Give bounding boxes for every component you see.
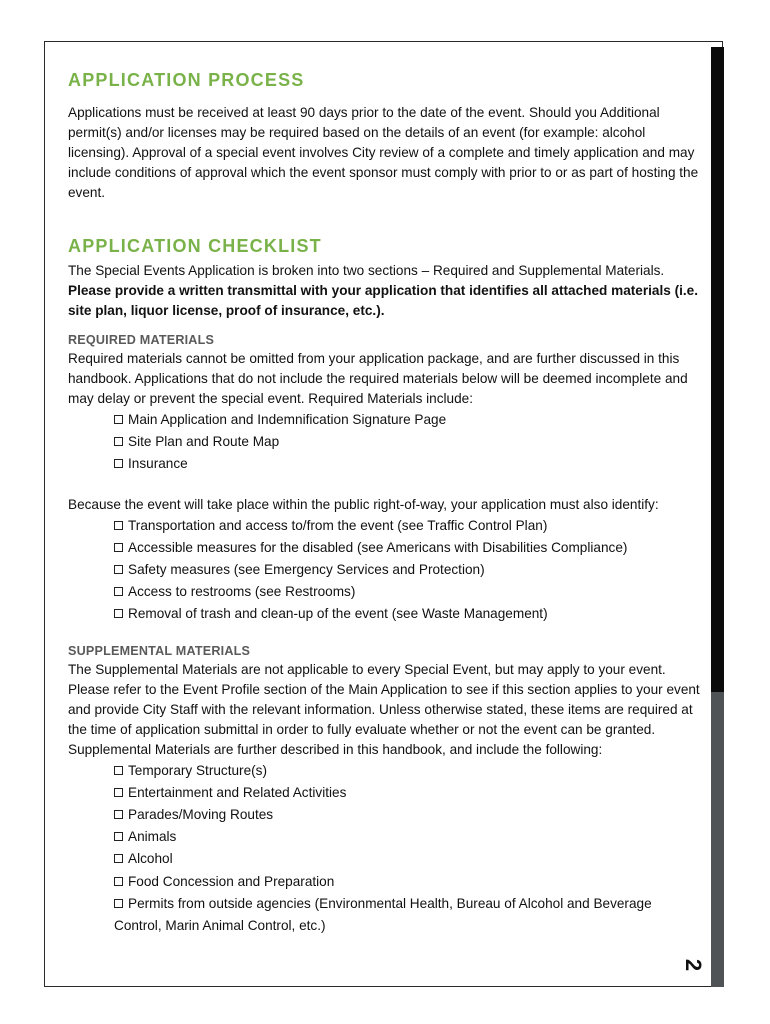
checkbox-icon[interactable]	[114, 543, 123, 552]
checklist-bold-note: Please provide a written transmittal with your application that identifies all attached materials (i.e. site plan, liquor license, proof of insurance, etc.).	[68, 283, 699, 318]
checkbox-icon[interactable]	[114, 832, 123, 841]
list-item: Removal of trash and clean-up of the event (see Waste Management)	[114, 603, 708, 625]
list-item-continuation: Control, Marin Animal Control, etc.)	[114, 918, 326, 934]
supplemental-materials-body: The Supplemental Materials are not applicable to every Special Event, but may apply to your event. Please refer to the Event Profile section of the Main Application to see if this section applies to your event and provide City Staff with the relevant information. Unless otherwise stated, these items are required at the time of application submittal in order to fully evaluate whether or not the event can be granted. Supplemental Materials are further described in this handbook, and include the following:	[68, 661, 700, 757]
checkbox-icon[interactable]	[114, 609, 123, 618]
right-of-way-intro: Because the event will take place within the public right-of-way, your application must also identify:	[68, 496, 659, 512]
supplemental-materials-list	[68, 760, 708, 938]
list-item: Permits from outside agencies (Environmental Health, Bureau of Alcohol and Beverage Control, Marin Animal Control, etc.)	[114, 893, 708, 937]
list-item: Alcohol	[114, 848, 708, 870]
application-process-heading: APPLICATION PROCESS	[68, 70, 305, 90]
application-process-body: Applications must be received at least 90 days prior to the date of the event. Should you Additional permit(s) and/or licenses may be required based on the details of an event (for example: alcohol licensing). Approval of a special event involves City review of a complete and timely application and may include conditions of approval which the event sponsor must comply with prior to or as part of hosting the event.	[68, 105, 699, 200]
checkbox-icon[interactable]	[114, 766, 123, 775]
list-item: Insurance	[114, 453, 708, 475]
list-item: Access to restrooms (see Restrooms)	[114, 581, 708, 603]
checkbox-icon[interactable]	[114, 788, 123, 797]
list-item: Parades/Moving Routes	[114, 804, 708, 826]
sidebar-bar-dark	[711, 47, 724, 692]
checkbox-icon[interactable]	[114, 899, 123, 908]
list-item: Animals	[114, 826, 708, 848]
checkbox-icon[interactable]	[114, 565, 123, 574]
sidebar-bar-grey	[711, 692, 724, 987]
list-item: Safety measures (see Emergency Services and Protection)	[114, 559, 708, 581]
list-item: Food Concession and Preparation	[114, 871, 708, 893]
required-materials-list	[68, 409, 708, 476]
checkbox-icon[interactable]	[114, 877, 123, 886]
required-materials-heading: REQUIRED MATERIALS	[68, 333, 215, 347]
checkbox-icon[interactable]	[114, 587, 123, 596]
list-item: Site Plan and Route Map	[114, 431, 708, 453]
supplemental-materials-heading: SUPPLEMENTAL MATERIALS	[68, 643, 251, 658]
right-of-way-list	[68, 515, 708, 626]
list-item: Temporary Structure(s)	[114, 760, 708, 782]
checkbox-icon[interactable]	[114, 810, 123, 819]
checkbox-icon[interactable]	[114, 415, 123, 424]
page-number: 2	[681, 958, 706, 972]
list-item: Entertainment and Related Activities	[114, 782, 708, 804]
checkbox-icon[interactable]	[114, 521, 123, 530]
list-item: Main Application and Indemnification Signature Page	[114, 409, 708, 431]
required-materials-body: Required materials cannot be omitted from your application package, and are further discussed in this handbook. Applications that do not include the required materials below will be deemed incomplete and may delay or prevent the special event. Required Materials include:	[68, 351, 688, 406]
list-item: Transportation and access to/from the event (see Traffic Control Plan)	[114, 515, 708, 537]
checkbox-icon[interactable]	[114, 459, 123, 468]
application-checklist-heading: APPLICATION CHECKLIST	[68, 236, 322, 256]
checkbox-icon[interactable]	[114, 854, 123, 863]
checkbox-icon[interactable]	[114, 437, 123, 446]
document-content	[68, 70, 708, 937]
checklist-intro: The Special Events Application is broken into two sections – Required and Supplemental Materials.	[68, 263, 665, 278]
list-item: Accessible measures for the disabled (see Americans with Disabilities Compliance)	[114, 537, 708, 559]
